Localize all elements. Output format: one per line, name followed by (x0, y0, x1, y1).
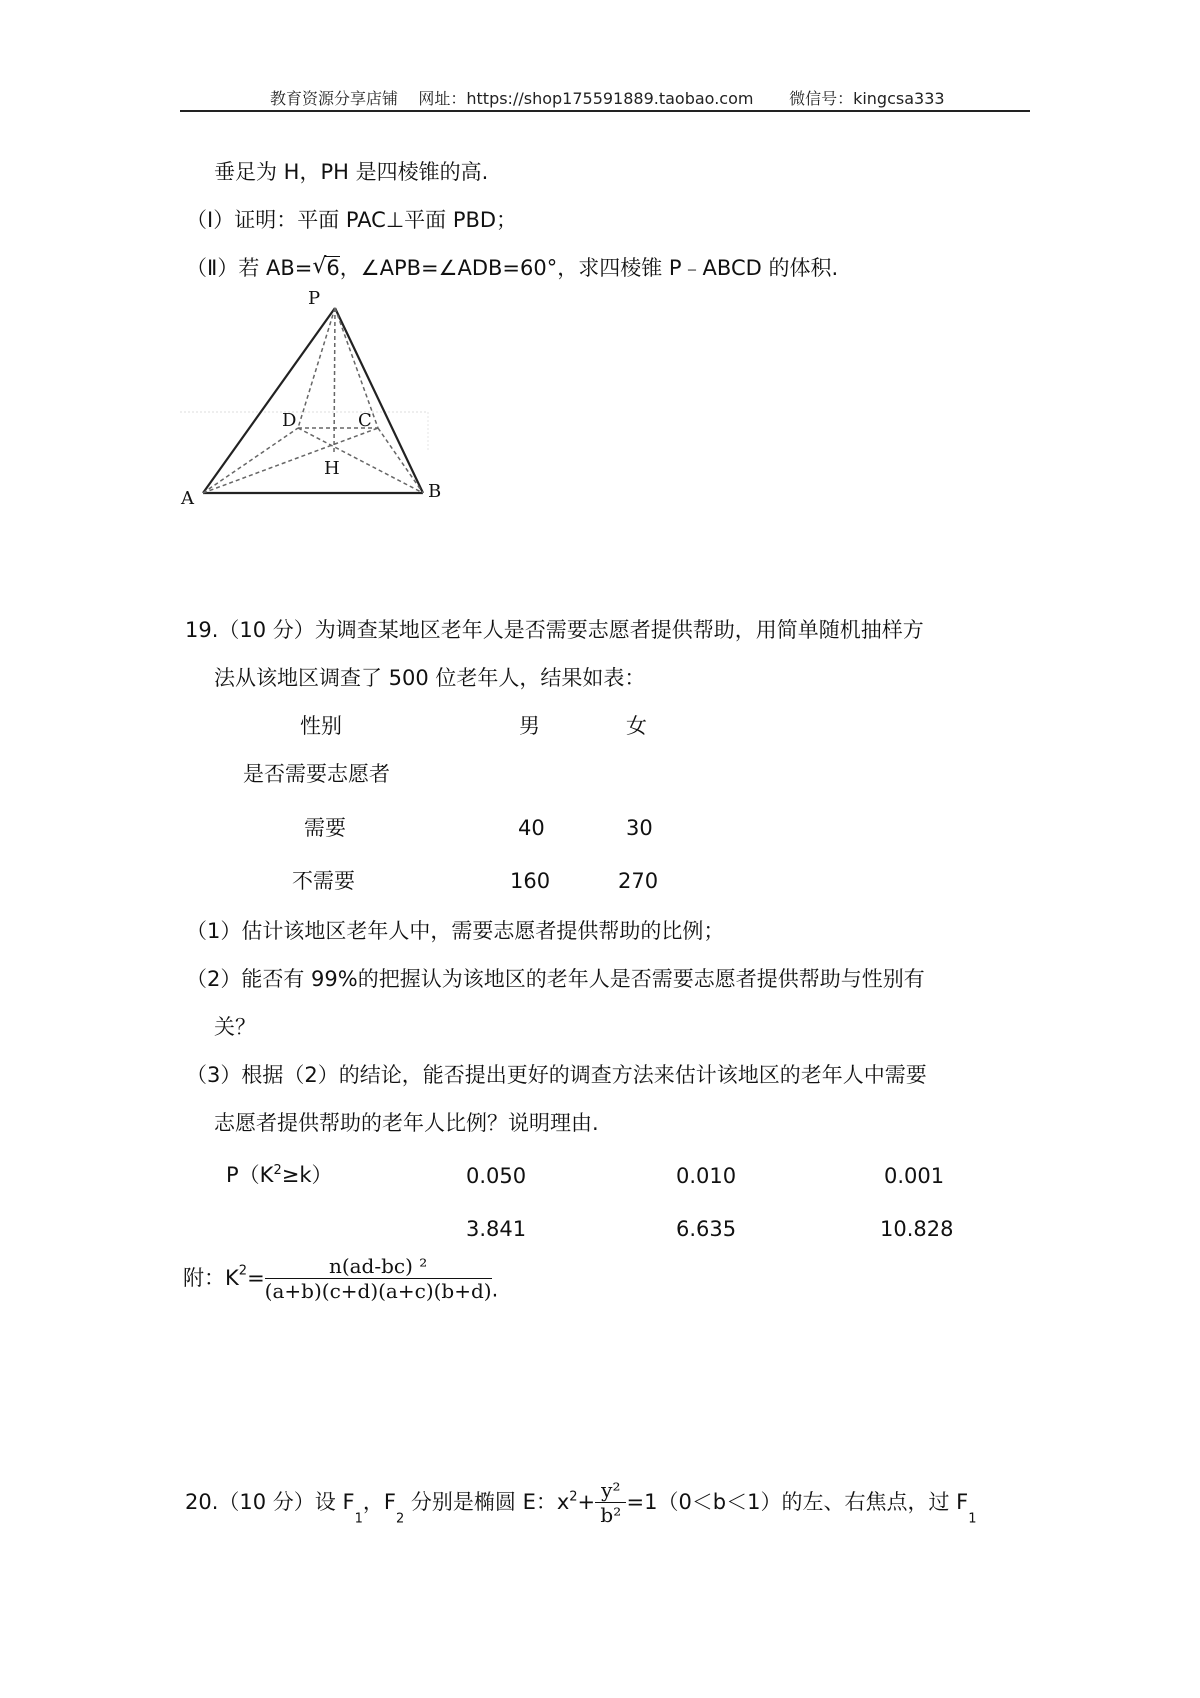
table-cell: 270 (618, 869, 659, 893)
table-cell: 160 (510, 869, 551, 893)
edge-PB (335, 308, 423, 493)
edge-PA (203, 308, 335, 493)
header-url: https://shop175591889.taobao.com (466, 89, 754, 108)
formula-suffix: . (491, 1277, 499, 1302)
label-B: B (428, 481, 442, 502)
table-row-label: 需要 (304, 816, 346, 840)
formula-eq: = (247, 1266, 265, 1290)
ptable-p-value: 0.010 (676, 1164, 737, 1188)
p20-c: 分别是椭圆 E：x (404, 1490, 570, 1514)
header-url-label: 网址： (418, 89, 467, 108)
ptable-label-a: P（K (226, 1163, 274, 1187)
p20-a: 20.（10 分）设 F (185, 1490, 355, 1514)
p19-q1: （1）估计该地区老年人中，需要志愿者提供帮助的比例； (186, 919, 725, 943)
p19-q2a: （2）能否有 99%的把握认为该地区的老年人是否需要志愿者提供帮助与性别有 (186, 967, 925, 991)
edge-DB (298, 428, 423, 493)
ptable-k-value: 6.635 (676, 1217, 737, 1241)
p18-radicand: 6 (326, 256, 340, 280)
label-H: H (324, 458, 340, 479)
ptable-p-value: 0.001 (884, 1164, 945, 1188)
table-cell: 30 (626, 816, 653, 840)
p19-q3b: 志愿者提供帮助的老年人比例？说明理由. (214, 1111, 599, 1135)
p19-q3a: （3）根据（2）的结论，能否提出更好的调查方法来估计该地区的老年人中需要 (186, 1063, 927, 1087)
label-C: C (358, 410, 372, 431)
sqrt-symbol: √ 6 (312, 254, 340, 280)
header-wechat: kingcsa333 (853, 89, 945, 108)
p18-line1: 垂足为 H，PH 是四棱锥的高. (214, 160, 489, 184)
header-rule (180, 110, 1030, 112)
p18-part2-b: ，∠APB=∠ADB=60°，求四棱锥 P﹣ABCD 的体积. (339, 256, 839, 280)
p20-b-sub: 2 (395, 1511, 405, 1527)
p20-plus: + (577, 1490, 596, 1514)
p20-d: =1（0＜b＜1）的左、右焦点，过 F (626, 1490, 969, 1514)
p20-line (185, 1480, 977, 1526)
ptable-k-value: 3.841 (466, 1217, 527, 1241)
header-wechat-label: 微信号： (789, 89, 854, 108)
table-cell: 40 (518, 816, 545, 840)
p20-c-sup: 2 (569, 1489, 578, 1505)
table-header-male: 男 (519, 714, 540, 738)
p20-d-sub: 1 (968, 1511, 977, 1527)
edge-PD (298, 308, 335, 428)
ptable-label-sup: 2 (273, 1163, 282, 1178)
ptable-label-b: ≥k） (281, 1163, 333, 1187)
formula-prefix-sup: 2 (238, 1263, 248, 1279)
edge-CB (378, 428, 423, 493)
formula-prefix: 附：K (183, 1266, 239, 1290)
p19-q2b: 关？ (214, 1015, 256, 1039)
page-header (270, 86, 945, 109)
table-row-label: 不需要 (292, 869, 355, 893)
label-D: D (282, 410, 297, 431)
edge-AC (203, 428, 378, 493)
ptable-label (226, 1164, 332, 1186)
ellipse-fraction (595, 1480, 626, 1525)
ellipse-frac-num: y² (595, 1480, 626, 1503)
p20-a-sub: 1 (354, 1511, 363, 1527)
formula-fraction (265, 1256, 492, 1301)
label-P: P (308, 290, 321, 309)
edge-AD (203, 428, 298, 493)
pyramid-figure (178, 290, 468, 510)
p20-b: ，F (362, 1490, 396, 1514)
p18-part2 (186, 254, 839, 280)
header-shop: 教育资源分享店铺 (270, 89, 399, 108)
formula-denominator: (a+b)(c+d)(a+c)(b+d) (264, 1279, 492, 1303)
ptable-k-value: 10.828 (880, 1217, 954, 1241)
p19-title: 19.（10 分）为调查某地区老年人是否需要志愿者提供帮助，用简单随机抽样方 (185, 618, 924, 642)
table-header-gender: 性别 (300, 714, 342, 738)
p18-part1: （Ⅰ）证明：平面 PAC⊥平面 PBD； (186, 208, 518, 232)
p18-part2-a: （Ⅱ）若 AB= (186, 256, 313, 280)
label-A: A (181, 488, 194, 509)
edge-PH (334, 308, 335, 452)
table-header-female: 女 (626, 714, 647, 738)
ptable-p-value: 0.050 (466, 1164, 527, 1188)
formula-numerator: n(ad-bc) ² (265, 1256, 492, 1279)
p19-title2: 法从该地区调查了 500 位老年人，结果如表： (214, 666, 646, 690)
table-header-row: 是否需要志愿者 (243, 762, 390, 786)
k2-formula (183, 1256, 498, 1301)
ellipse-frac-den: b² (600, 1503, 622, 1527)
